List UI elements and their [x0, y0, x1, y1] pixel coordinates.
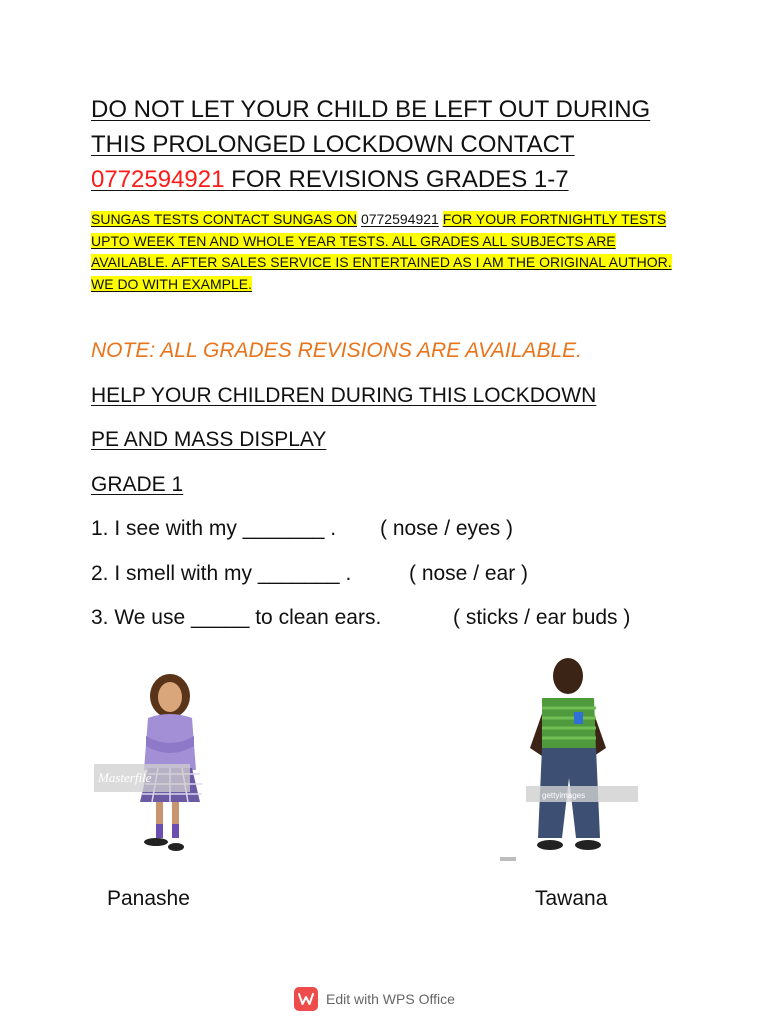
- watermark-masterfile: Masterfile: [98, 770, 152, 785]
- contact-phone-number: 0772594921: [91, 166, 225, 193]
- question-2: [91, 562, 529, 586]
- revisions-note: NOTE: ALL GRADES REVISIONS ARE AVAILABLE.: [91, 339, 582, 362]
- headline: [91, 92, 691, 197]
- watermark-gettyimages: gettyimages: [542, 791, 586, 800]
- notice-text: WE DO WITH EXAMPLE.: [91, 275, 253, 292]
- grade-heading: GRADE 1: [91, 473, 184, 496]
- headline-line-1: DO NOT LET YOUR CHILD BE LEFT OUT DURING: [91, 96, 651, 123]
- question-text: 3. We use _____ to clean ears.: [91, 606, 382, 629]
- headline-line-2: THIS PROLONGED LOCKDOWN CONTACT: [91, 131, 575, 158]
- wps-footer[interactable]: [294, 985, 455, 1013]
- question-options: ( sticks / ear buds ): [453, 606, 631, 629]
- wps-office-icon[interactable]: [294, 987, 318, 1011]
- sungas-notice: [91, 209, 691, 295]
- boy-photo: [500, 648, 640, 863]
- child-name-panashe: Panashe: [107, 887, 190, 910]
- notice-text: AVAILABLE. AFTER SALES SERVICE IS ENTERTAINED AS I AM THE ORIGINAL AUTHOR.: [91, 254, 672, 270]
- notice-line-4: [91, 274, 691, 296]
- question-options: ( nose / eyes ): [380, 517, 514, 540]
- headline-line-3-rest: FOR REVISIONS GRADES 1-7: [224, 166, 569, 193]
- subject-heading: PE AND MASS DISPLAY: [91, 428, 327, 451]
- notice-text: FOR YOUR FORTNIGHTLY TESTS: [442, 211, 667, 227]
- notice-line-2: [91, 231, 691, 253]
- child-name-tawana: Tawana: [535, 887, 608, 910]
- notice-line-1: [91, 209, 691, 231]
- notice-phone: 0772594921: [360, 211, 439, 227]
- headline-line-3: [91, 162, 691, 197]
- girl-photo: [90, 670, 230, 865]
- notice-text: UPTO WEEK TEN AND WHOLE YEAR TESTS. ALL GRADES ALL SUBJECTS ARE: [91, 232, 616, 249]
- question-3: [91, 606, 631, 630]
- help-heading: HELP YOUR CHILDREN DURING THIS LOCKDOWN: [91, 384, 597, 407]
- notice-text: SUNGAS TESTS CONTACT SUNGAS ON: [91, 211, 358, 227]
- notice-line-3: [91, 252, 691, 274]
- wps-w-glyph: [298, 992, 314, 1006]
- question-text: 1. I see with my _______ .: [91, 517, 337, 540]
- question-1: [91, 517, 514, 541]
- question-text: 2. I smell with my _______ .: [91, 562, 352, 585]
- question-options: ( nose / ear ): [409, 562, 529, 585]
- edit-with-wps-link[interactable]: Edit with WPS Office: [326, 991, 455, 1007]
